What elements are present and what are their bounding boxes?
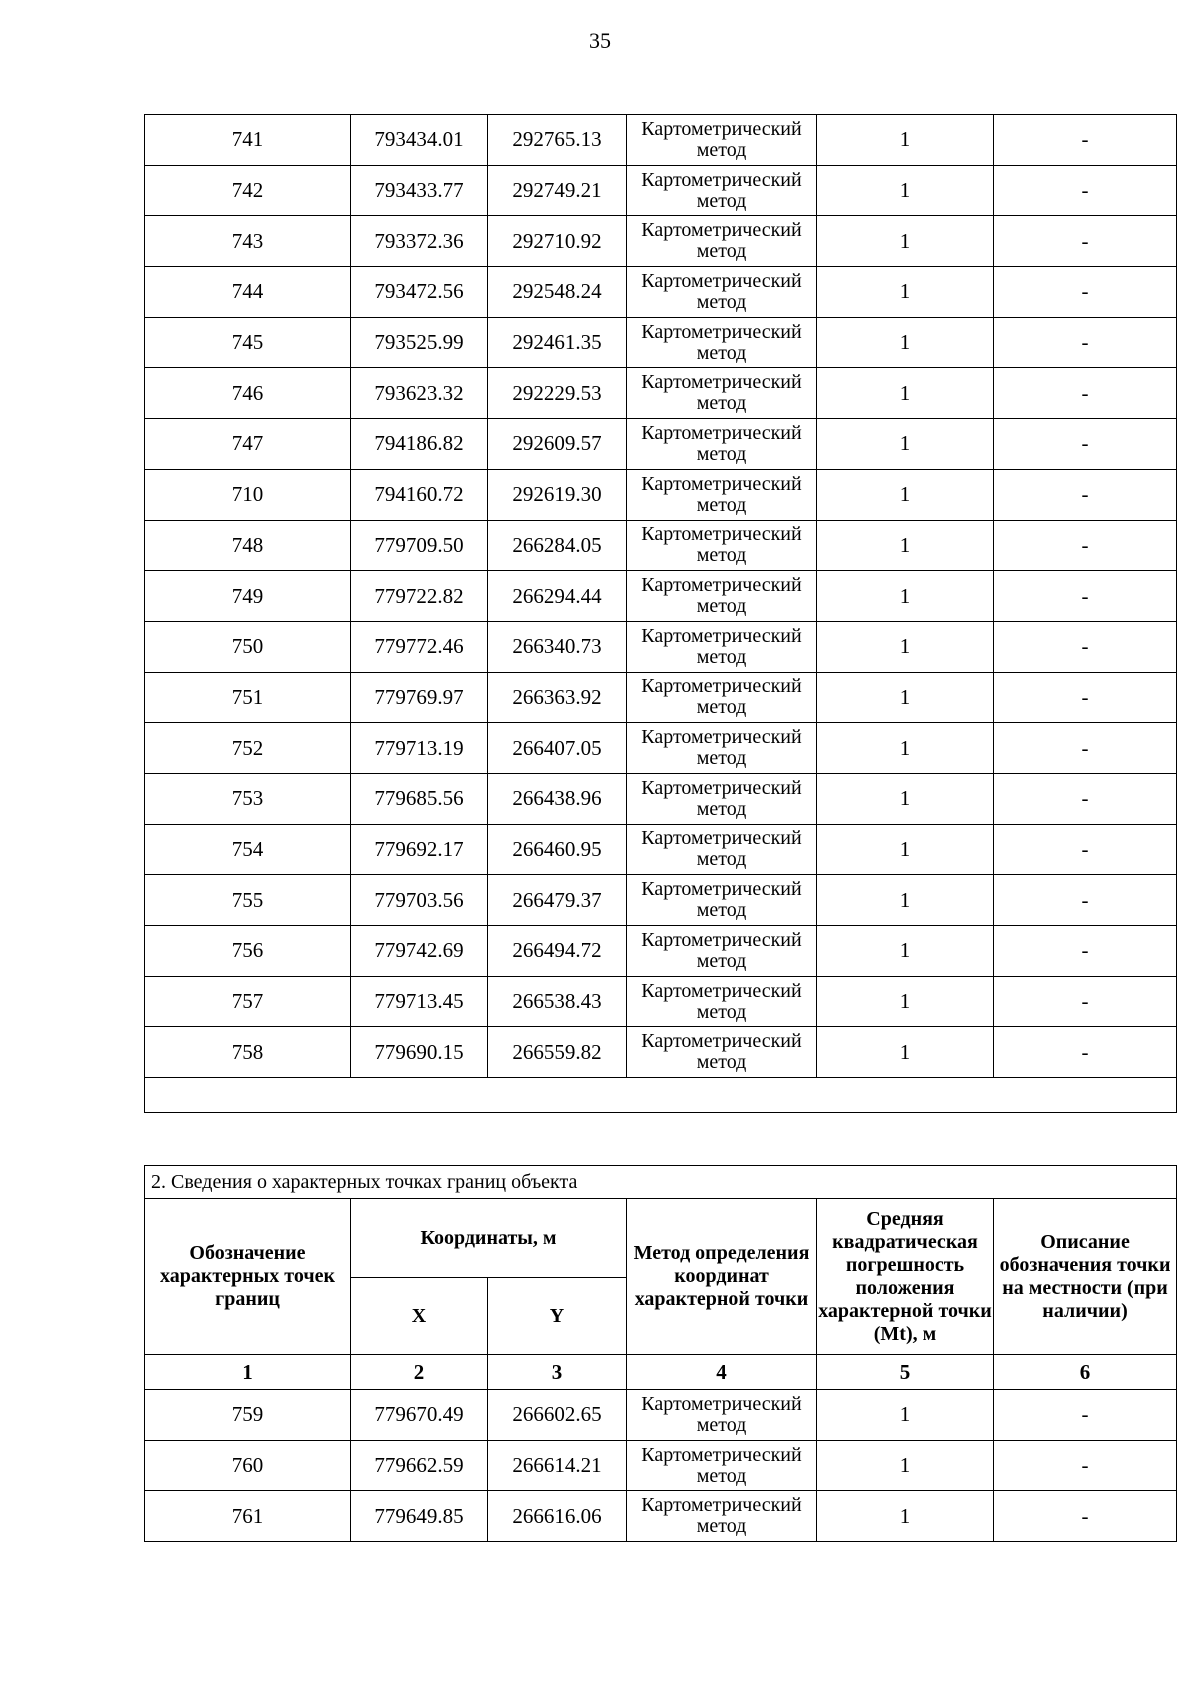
cell-point: 752 [145,723,351,774]
cell-mt: 1 [817,875,994,926]
table-row [145,267,1177,318]
cell-point: 754 [145,824,351,875]
cell-x: 779772.46 [351,621,488,672]
table-row [145,672,1177,723]
cell-mt: 1 [817,926,994,977]
cell-x: 779742.69 [351,926,488,977]
cell-method: Картометрический метод [627,165,817,216]
cell-mt: 1 [817,368,994,419]
empty-cell [145,1078,1177,1113]
cell-method: Картометрический метод [627,1440,817,1491]
cell-mt: 1 [817,1491,994,1542]
cell-y: 292609.57 [488,419,627,470]
cell-desc: - [994,824,1177,875]
table-row [145,520,1177,571]
cell-y: 266294.44 [488,571,627,622]
cell-mt: 1 [817,1440,994,1491]
cell-point: 750 [145,621,351,672]
cell-desc: - [994,216,1177,267]
cell-method: Картометрический метод [627,621,817,672]
cell-mt: 1 [817,267,994,318]
cell-y: 292461.35 [488,317,627,368]
table-row [145,976,1177,1027]
cell-method: Картометрический метод [627,773,817,824]
cell-desc: - [994,571,1177,622]
table-row [145,115,1177,166]
header-x: X [351,1278,488,1355]
section-title: 2. Сведения о характерных точках границ объекта [145,1166,1177,1199]
cell-x: 779769.97 [351,672,488,723]
cell-point: 744 [145,267,351,318]
table-row [145,875,1177,926]
cell-desc: - [994,976,1177,1027]
header-y: Y [488,1278,627,1355]
cell-method: Картометрический метод [627,1491,817,1542]
cell-x: 794160.72 [351,469,488,520]
cell-mt: 1 [817,723,994,774]
cell-mt: 1 [817,317,994,368]
column-number: 1 [145,1355,351,1390]
cell-point: 748 [145,520,351,571]
table1-body [145,115,1177,1113]
cell-point: 749 [145,571,351,622]
cell-method: Картометрический метод [627,672,817,723]
cell-point: 747 [145,419,351,470]
column-number: 2 [351,1355,488,1390]
cell-desc: - [994,317,1177,368]
cell-desc: - [994,926,1177,977]
page-number: 35 [589,28,611,53]
cell-y: 292710.92 [488,216,627,267]
cell-y: 266438.96 [488,773,627,824]
table-row [145,469,1177,520]
cell-desc: - [994,1491,1177,1542]
cell-method: Картометрический метод [627,926,817,977]
table-row [145,1491,1177,1542]
cell-point: 742 [145,165,351,216]
cell-mt: 1 [817,419,994,470]
cell-method: Картометрический метод [627,115,817,166]
cell-x: 779662.59 [351,1440,488,1491]
cell-mt: 1 [817,672,994,723]
boundary-points-table-continued [144,114,1177,1113]
column-number: 4 [627,1355,817,1390]
cell-y: 266407.05 [488,723,627,774]
cell-y: 292749.21 [488,165,627,216]
header-coordinates: Координаты, м [351,1199,627,1278]
cell-mt: 1 [817,216,994,267]
table-row [145,216,1177,267]
column-number: 6 [994,1355,1177,1390]
column-number: 3 [488,1355,627,1390]
cell-x: 793623.32 [351,368,488,419]
cell-desc: - [994,621,1177,672]
cell-method: Картометрический метод [627,976,817,1027]
cell-method: Картометрический метод [627,571,817,622]
cell-desc: - [994,723,1177,774]
cell-point: 757 [145,976,351,1027]
cell-y: 266616.06 [488,1491,627,1542]
empty-row [145,1078,1177,1113]
cell-point: 751 [145,672,351,723]
cell-desc: - [994,773,1177,824]
cell-y: 266602.65 [488,1390,627,1441]
cell-mt: 1 [817,773,994,824]
table-row [145,368,1177,419]
header-method: Метод определения координат характерной точки [627,1199,817,1355]
cell-desc: - [994,267,1177,318]
cell-point: 755 [145,875,351,926]
cell-x: 779713.19 [351,723,488,774]
cell-mt: 1 [817,976,994,1027]
cell-desc: - [994,1390,1177,1441]
cell-desc: - [994,1027,1177,1078]
cell-x: 779670.49 [351,1390,488,1441]
cell-desc: - [994,875,1177,926]
table-row [145,824,1177,875]
header-point: Обозначение характерных точек границ [145,1199,351,1355]
table-row [145,419,1177,470]
cell-y: 292229.53 [488,368,627,419]
cell-point: 743 [145,216,351,267]
cell-y: 266284.05 [488,520,627,571]
cell-x: 793372.36 [351,216,488,267]
table-row [145,773,1177,824]
cell-desc: - [994,672,1177,723]
cell-desc: - [994,1440,1177,1491]
cell-point: 758 [145,1027,351,1078]
cell-mt: 1 [817,520,994,571]
cell-method: Картометрический метод [627,824,817,875]
cell-y: 266460.95 [488,824,627,875]
cell-y: 292619.30 [488,469,627,520]
table-row [145,621,1177,672]
table-row [145,571,1177,622]
cell-point: 753 [145,773,351,824]
cell-mt: 1 [817,469,994,520]
cell-y: 266363.92 [488,672,627,723]
column-number: 5 [817,1355,994,1390]
cell-point: 760 [145,1440,351,1491]
cell-y: 292765.13 [488,115,627,166]
table-row [145,1027,1177,1078]
cell-mt: 1 [817,115,994,166]
cell-method: Картометрический метод [627,520,817,571]
cell-x: 793434.01 [351,115,488,166]
boundary-points-table [144,1165,1177,1542]
table2-body [145,1390,1177,1542]
cell-method: Картометрический метод [627,216,817,267]
header-mt: Средняя квадратическая погрешность положения характерной точки (Mt), м [817,1199,994,1355]
cell-y: 266494.72 [488,926,627,977]
header-description: Описание обозначения точки на местности (при наличии) [994,1199,1177,1355]
cell-x: 779690.15 [351,1027,488,1078]
cell-x: 779703.56 [351,875,488,926]
cell-point: 746 [145,368,351,419]
cell-desc: - [994,165,1177,216]
cell-x: 779713.45 [351,976,488,1027]
cell-desc: - [994,368,1177,419]
cell-y: 266559.82 [488,1027,627,1078]
cell-y: 266340.73 [488,621,627,672]
cell-x: 779722.82 [351,571,488,622]
cell-method: Картометрический метод [627,419,817,470]
cell-point: 761 [145,1491,351,1542]
cell-mt: 1 [817,824,994,875]
cell-method: Картометрический метод [627,1390,817,1441]
table-row [145,1440,1177,1491]
cell-point: 741 [145,115,351,166]
cell-y: 292548.24 [488,267,627,318]
cell-method: Картометрический метод [627,1027,817,1078]
cell-mt: 1 [817,621,994,672]
cell-method: Картометрический метод [627,368,817,419]
cell-x: 779685.56 [351,773,488,824]
cell-y: 266538.43 [488,976,627,1027]
cell-x: 779649.85 [351,1491,488,1542]
cell-point: 710 [145,469,351,520]
cell-desc: - [994,115,1177,166]
cell-method: Картометрический метод [627,469,817,520]
table-row [145,317,1177,368]
cell-method: Картометрический метод [627,317,817,368]
cell-x: 794186.82 [351,419,488,470]
cell-desc: - [994,520,1177,571]
cell-point: 759 [145,1390,351,1441]
cell-desc: - [994,469,1177,520]
table-row [145,723,1177,774]
cell-point: 745 [145,317,351,368]
cell-x: 793525.99 [351,317,488,368]
cell-x: 793472.56 [351,267,488,318]
cell-point: 756 [145,926,351,977]
cell-desc: - [994,419,1177,470]
cell-mt: 1 [817,165,994,216]
cell-x: 779692.17 [351,824,488,875]
table-row [145,1390,1177,1441]
cell-x: 793433.77 [351,165,488,216]
cell-method: Картометрический метод [627,723,817,774]
table-row [145,926,1177,977]
cell-y: 266479.37 [488,875,627,926]
cell-method: Картометрический метод [627,875,817,926]
cell-mt: 1 [817,1027,994,1078]
cell-y: 266614.21 [488,1440,627,1491]
cell-method: Картометрический метод [627,267,817,318]
table-row [145,165,1177,216]
cell-mt: 1 [817,571,994,622]
cell-x: 779709.50 [351,520,488,571]
cell-mt: 1 [817,1390,994,1441]
